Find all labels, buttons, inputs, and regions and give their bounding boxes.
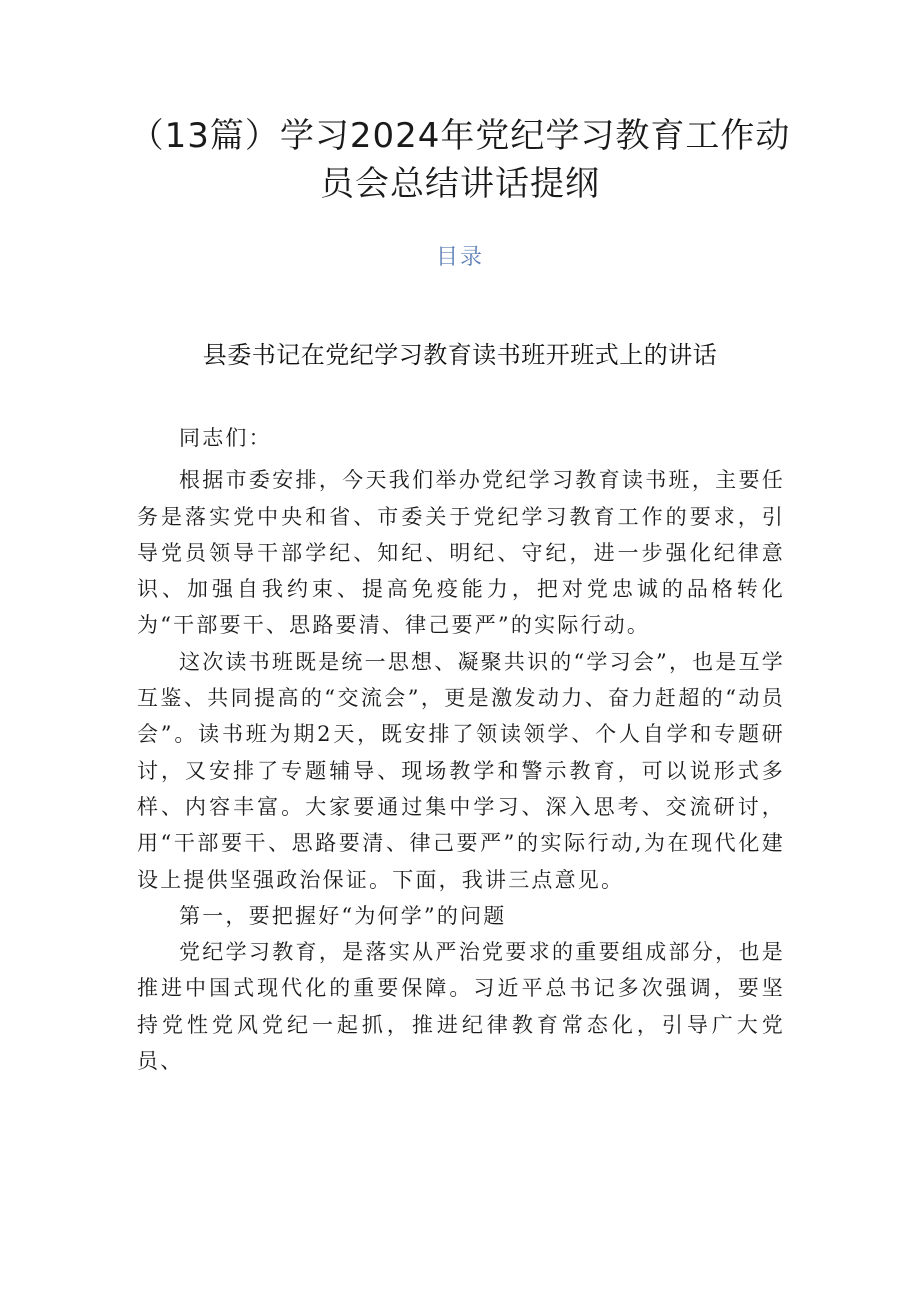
title-line-2: 员会总结讲话提纲 bbox=[320, 164, 600, 204]
paragraph-1: 根据市委安排，今天我们举办党纪学习教育读书班，主要任务是落实党中央和省、市委关于党纪学习教育工作的要求，引导党员领导干部学纪、知纪、明纪、守纪，进一步强化纪律意识、加强自我约束、提高免疫能力，把对党忠诚的品格转化为“干部要干、思路要清、律己要严”的实际行动。 bbox=[137, 468, 785, 638]
greeting: 同志们： bbox=[179, 426, 272, 450]
body-text bbox=[137, 420, 785, 1079]
paragraph-4: 党纪学习教育，是落实从严治党要求的重要组成部分，也是推进中国式现代化的重要保障。习近平总书记多次强调，要坚持党性党风党纪一起抓，推进纪律教育常态化，引导广大党员、 bbox=[137, 940, 785, 1074]
section-heading: 县委书记在党纪学习教育读书班开班式上的讲话 bbox=[202, 341, 718, 369]
document-title bbox=[120, 112, 800, 208]
title-line-1: （13篇）学习2024年党纪学习教育工作动 bbox=[129, 116, 791, 156]
paragraph-2: 这次读书班既是统一思想、凝聚共识的“学习会”，也是互学互鉴、共同提高的“交流会”，更是激发动力、奋力赶超的“动员会”。读书班为期2天，既安排了领读领学、个人自学和专题研讨，又安排了专题辅导、现场教学和警示教育，可以说形式多样、内容丰富。大家要通过集中学习、深入思考、交流研讨，用“干部要干、思路要清、律己要严”的实际行动,为在现代化建设上提供坚强政治保证。下面，我讲三点意见。 bbox=[137, 649, 785, 892]
paragraph-3-subheading: 第一，要把握好“为何学”的问题 bbox=[179, 903, 507, 928]
toc-link[interactable]: 目录 bbox=[435, 245, 484, 270]
